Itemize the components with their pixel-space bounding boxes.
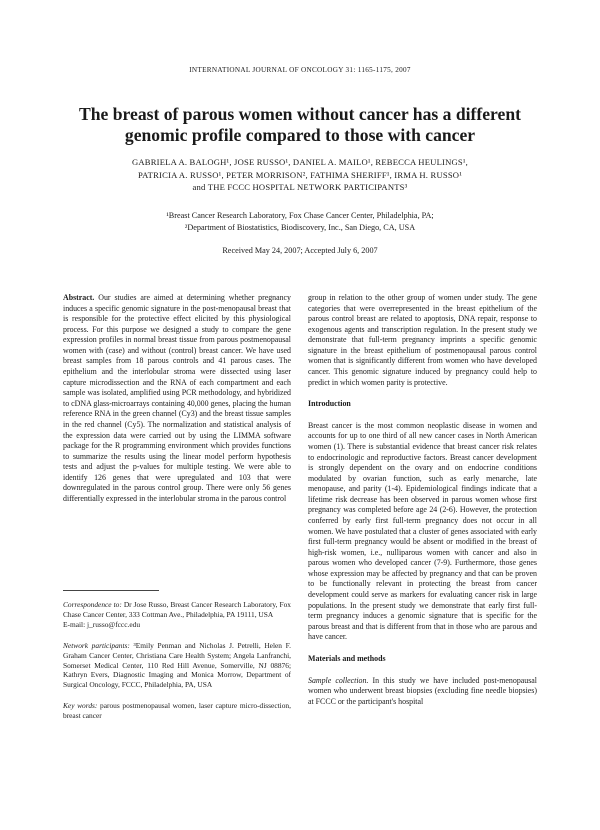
keywords [63, 701, 291, 721]
introduction-heading: Introduction [308, 399, 351, 409]
methods-subheading: Sample collection. [308, 675, 369, 685]
affiliations [60, 210, 540, 234]
abstract-label: Abstract. [63, 293, 95, 302]
received-dates: Received May 24, 2007; Accepted July 6, 2007 [222, 246, 378, 255]
keywords-label: Key words: [63, 701, 98, 711]
title-line-2: genomic profile compared to those with cancer [124, 125, 476, 145]
introduction-text: Breast cancer is the most common neoplastic disease in women and accounts for up to one third of all new cancer cases in North American women (1). There is substantial evidence that breast cancer risk relates to endocrinologic and reproductive factors. Breast cancer development is strongly dependent on the ovary and on endocrine conditions modulated by ovarian function, such as early menarche, late menopause, and parity (1-4). Epidemiological findings indicate that a lifetime risk decrease has been observed in parous women whose first pregnancy was completed before age 24 (2-6). However, the protection conferred by early first full-term pregnancy does not occur in all women. We have postulated that a cluster of genes associated with early first full-term pregnancy would be absent or modified in the breast of high-risk women, i.e., nulliparous women with cancer and also in parous women who developed cancer (7-9). Furthermore, those genes whose expression may be affected by pregnancy and that can be proven to be functionally relevant in protecting the breast from cancer development could serve as markers for evaluating cancer risk in large populations. In the present study we demonstrate that early first full-term pregnancy induces a genomic signature that is specific for the parous breast and that is different from that in those who are parous and have cancer. [308, 420, 537, 642]
network-label: Network participants: [63, 640, 130, 650]
abstract [63, 293, 291, 505]
email-line [63, 620, 291, 630]
affiliation-2: ²Department of Biostatistics, Biodiscovery, Inc., San Diego, CA, USA [184, 223, 416, 232]
authors-line-1: GABRIELA A. BALOGH¹, JOSE RUSSO¹, DANIEL A. MAILO¹, REBECCA HEULINGS¹, [132, 157, 468, 167]
footnotes [63, 600, 291, 721]
correspondence-text: Dr Jose Russo, Breast Cancer Research Laboratory, Fox Chase Cancer Center, 333 Cottman Ave., Philadelphia, PA 19111, USA [63, 600, 291, 619]
correspondence [63, 600, 291, 620]
methods-body: In this study we have included post-menopausal women who underwent breast biopsies (excluding fine needle biopsies) at FCCC or the participant's hospital [308, 675, 537, 706]
authors-line-3: and THE FCCC HOSPITAL NETWORK PARTICIPANTS³ [192, 182, 408, 193]
article-title [60, 104, 540, 146]
title-line-1: The breast of parous women without cancer has a different [79, 104, 521, 124]
correspondence-label: Correspondence to: [63, 600, 122, 609]
email-address[interactable]: j_russo@fccc.edu [87, 619, 141, 629]
keywords-text: parous postmenopausal women, laser capture micro-dissection, breast cancer [63, 701, 291, 721]
abstract-continuation: group in relation to the other group of women under study. The gene categories that were overrepresented in the breast epithelium of the parous control breast are related to apoptosis, DNA repair, response to exogenous agents and transcription regulation. In the present study we demonstrate that full-term pregnancy imprints a specific genomic signature in the breast epithelium of postmenopausal parous control women that is significantly different from women who have developed cancer. This genomic signature induced by pregnancy could help to predict in which women parity is protective. [308, 293, 537, 387]
right-column [308, 293, 537, 707]
authors-line-2: PATRICIA A. RUSSO¹, PETER MORRISON², FATHIMA SHERIFF¹, IRMA H. RUSSO¹ [137, 169, 462, 180]
methods-text [308, 676, 537, 708]
network-text: ³Emily Penman and Nicholas J. Petrelli, Helen F. Graham Cancer Center, Christiana Care Health System; Angela Lanfranchi, Somerset Medical Center, 110 Red Hill Avenue, Somerville, NJ 08876; Kathryn Evers, Diagnostic Imaging and Monica Morrow, Department of Surgical Oncology, FCCC, Philadelphia, PA, USA [63, 640, 291, 690]
abstract-text: Our studies are aimed at determining whether pregnancy induces a specific genomic signature in the post-menopausal breast that is responsible for the protective effect elicited by this physiological process. For this purpose we designed a study to compare the gene expression profiles in normal breast tissue from parous postmenopausal women with (case) and without (control) breast cancer. We have used breast samples from 18 parous controls and 41 parous cases. The epithelium and the interlobular stroma were dissected using laser capture microdissection and the RNA of each compartment and each sample was isolated, amplified using PCR methodology, and hybridized to cDNA glass-microarrays containing 40,000 genes, placing the human reference RNA in the green channel (Cy3) and the breast tissue samples in the red channel (Cy5). The normalization and statistical analysis of the expression data were carried out by using the LIMMA software package for the R programming environment which provides functions to summarize the results using the linear model perform hypothesis tests and adjust the p-values for multiple testing. We were able to identify 126 genes that were upregulated and 103 that were downregulated in the parous control group. There were only 56 genes differentially expressed in the interlobular stroma in the parous control [63, 293, 291, 503]
left-column [63, 293, 291, 505]
journal-header: INTERNATIONAL JOURNAL OF ONCOLOGY 31: 1165-1175, 2007 [189, 66, 411, 74]
email-label: E-mail: [63, 619, 86, 629]
affiliation-1: ¹Breast Cancer Research Laboratory, Fox Chase Cancer Center, Philadelphia, PA; [166, 211, 434, 220]
network-participants [63, 641, 291, 691]
footnote-divider [63, 590, 159, 591]
methods-heading: Materials and methods [308, 653, 386, 663]
author-list [60, 156, 540, 194]
